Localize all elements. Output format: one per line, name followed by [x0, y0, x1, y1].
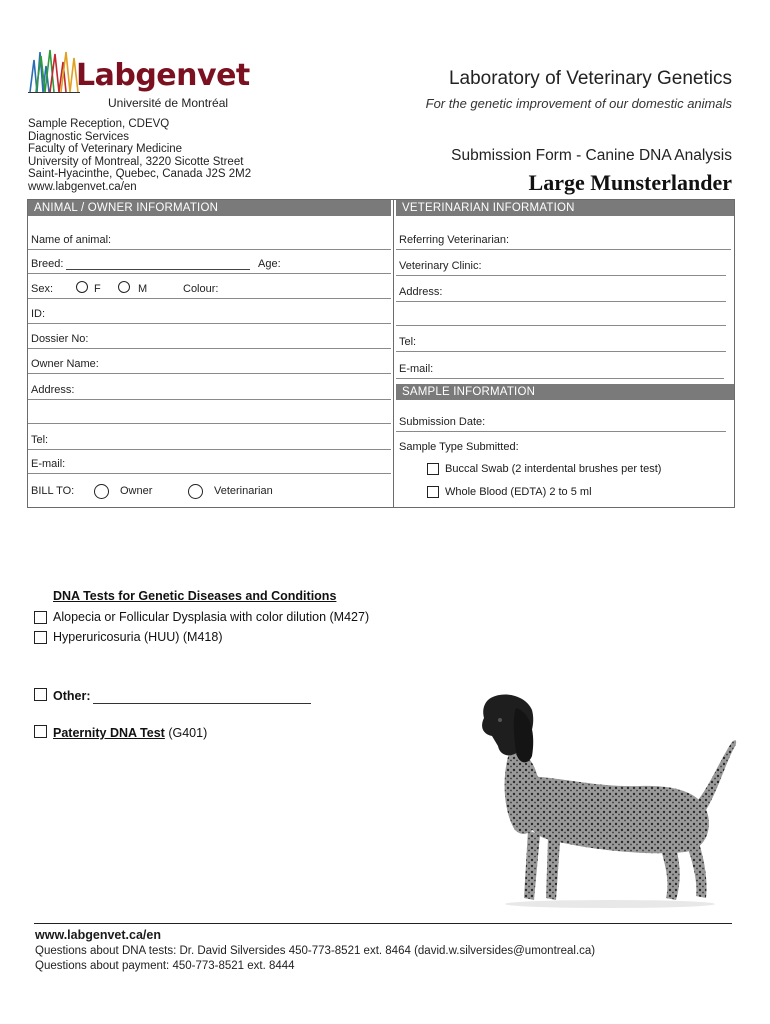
sex-m-label: M	[138, 283, 148, 295]
colour-label: Colour:	[183, 283, 219, 295]
vet-email-field[interactable]	[396, 355, 724, 379]
paternity-row	[53, 726, 207, 740]
lab-title: Laboratory of Veterinary Genetics	[448, 68, 732, 89]
clinic-label: Veterinary Clinic:	[399, 260, 482, 272]
bill-vet-radio[interactable]	[188, 484, 203, 499]
other-label: Other:	[53, 689, 91, 703]
dossier-field[interactable]	[28, 325, 391, 349]
logo-university: Université de Montréal	[108, 96, 229, 110]
vet-email-label: E-mail:	[399, 363, 434, 375]
sample-heading: SAMPLE INFORMATION	[396, 384, 734, 400]
owner-address-label: Address:	[31, 384, 75, 396]
owner-name-label: Owner Name:	[31, 358, 99, 370]
form-title: Submission Form - Canine DNA Analysis	[451, 147, 732, 164]
bill-to-label: BILL TO:	[31, 485, 75, 497]
footer-rule	[34, 923, 732, 924]
vet-address-label: Address:	[399, 286, 443, 298]
owner-email-label: E-mail:	[31, 458, 66, 470]
dossier-label: Dossier No:	[31, 333, 89, 345]
clinic-field[interactable]	[396, 252, 726, 276]
referring-vet-field[interactable]	[396, 226, 731, 250]
submission-date-label: Submission Date:	[399, 416, 486, 428]
bill-owner-label: Owner	[120, 485, 153, 497]
owner-email-field[interactable]	[28, 450, 391, 474]
sex-colour-row	[28, 275, 391, 299]
test-alopecia-label: Alopecia or Follicular Dysplasia with color dilution (M427)	[53, 610, 370, 624]
paternity-code: (G401)	[168, 726, 208, 740]
sex-f-radio[interactable]	[76, 281, 88, 293]
animal-owner-section	[28, 200, 391, 507]
vet-address-line2[interactable]	[396, 302, 726, 326]
age-label: Age:	[258, 258, 281, 270]
test-huu-label: Hyperuricosuria (HUU) (M418)	[53, 630, 223, 644]
test-huu-checkbox[interactable]	[34, 631, 47, 644]
owner-name-field[interactable]	[28, 350, 391, 374]
bill-owner-radio[interactable]	[94, 484, 109, 499]
animal-name-label: Name of animal:	[31, 234, 112, 246]
address-line: Sample Reception, CDEVQ	[28, 118, 170, 130]
breed-input[interactable]	[66, 260, 250, 270]
bill-vet-label: Veterinarian	[214, 485, 273, 497]
logo-wordmark: Labgenvet	[76, 58, 250, 93]
sex-f-label: F	[94, 283, 101, 295]
id-label: ID:	[31, 308, 46, 320]
form-box	[27, 199, 735, 508]
animal-name-field[interactable]	[28, 226, 391, 250]
tests-heading: DNA Tests for Genetic Diseases and Conditions	[53, 589, 337, 603]
footer-payment-questions: Questions about payment: 450-773-8521 ext. 8444	[35, 960, 295, 972]
bill-to-row	[28, 476, 391, 500]
sample-type-label: Sample Type Submitted:	[399, 441, 519, 453]
lab-address	[28, 118, 251, 194]
address-website[interactable]: www.labgenvet.ca/en	[28, 180, 137, 193]
lab-tagline: For the genetic improvement of our domestic animals	[425, 96, 732, 111]
breed-title: Large Munsterlander	[528, 170, 732, 195]
other-input[interactable]	[93, 690, 311, 704]
sex-m-radio[interactable]	[118, 281, 130, 293]
footer-website[interactable]: www.labgenvet.ca/en	[35, 928, 161, 942]
buccal-swab-checkbox[interactable]	[427, 463, 439, 475]
owner-tel-field[interactable]	[28, 426, 391, 450]
vet-address-field[interactable]	[396, 278, 726, 302]
dog-illustration	[470, 690, 740, 910]
address-line: University of Montreal, 3220 Sicotte Street	[28, 155, 244, 168]
veterinarian-section	[396, 200, 734, 507]
vet-tel-field[interactable]	[396, 328, 726, 352]
id-field[interactable]	[28, 300, 391, 324]
footer-dna-questions: Questions about DNA tests: Dr. David Silversides 450-773-8521 ext. 8464 (david.w.silversides@umontreal.ca)	[35, 945, 596, 957]
owner-address-field[interactable]	[28, 376, 391, 400]
animal-owner-heading: ANIMAL / OWNER INFORMATION	[28, 200, 391, 216]
paternity-checkbox[interactable]	[34, 725, 47, 738]
whole-blood-label: Whole Blood (EDTA) 2 to 5 ml	[445, 486, 592, 498]
logo	[28, 46, 248, 110]
buccal-swab-label: Buccal Swab (2 interdental brushes per test)	[445, 463, 662, 475]
veterinarian-heading: VETERINARIAN INFORMATION	[396, 200, 734, 216]
vet-tel-label: Tel:	[399, 336, 417, 348]
test-alopecia-checkbox[interactable]	[34, 611, 47, 624]
whole-blood-checkbox[interactable]	[427, 486, 439, 498]
owner-address-line2[interactable]	[28, 400, 391, 424]
other-checkbox[interactable]	[34, 688, 47, 701]
address-line: Saint-Hyacinthe, Quebec, Canada J2S 2M2	[28, 168, 252, 181]
address-line: Diagnostic Services	[28, 130, 129, 143]
referring-vet-label: Referring Veterinarian:	[399, 234, 510, 246]
dna-peaks-icon	[28, 46, 80, 94]
paternity-label: Paternity DNA Test	[53, 726, 165, 740]
owner-tel-label: Tel:	[31, 434, 49, 446]
breed-age-row	[28, 250, 391, 274]
column-divider	[393, 200, 394, 507]
breed-label: Breed:	[31, 258, 64, 270]
submission-date-field[interactable]	[396, 408, 726, 432]
address-line: Faculty of Veterinary Medicine	[28, 143, 183, 156]
sex-label: Sex:	[31, 283, 54, 295]
